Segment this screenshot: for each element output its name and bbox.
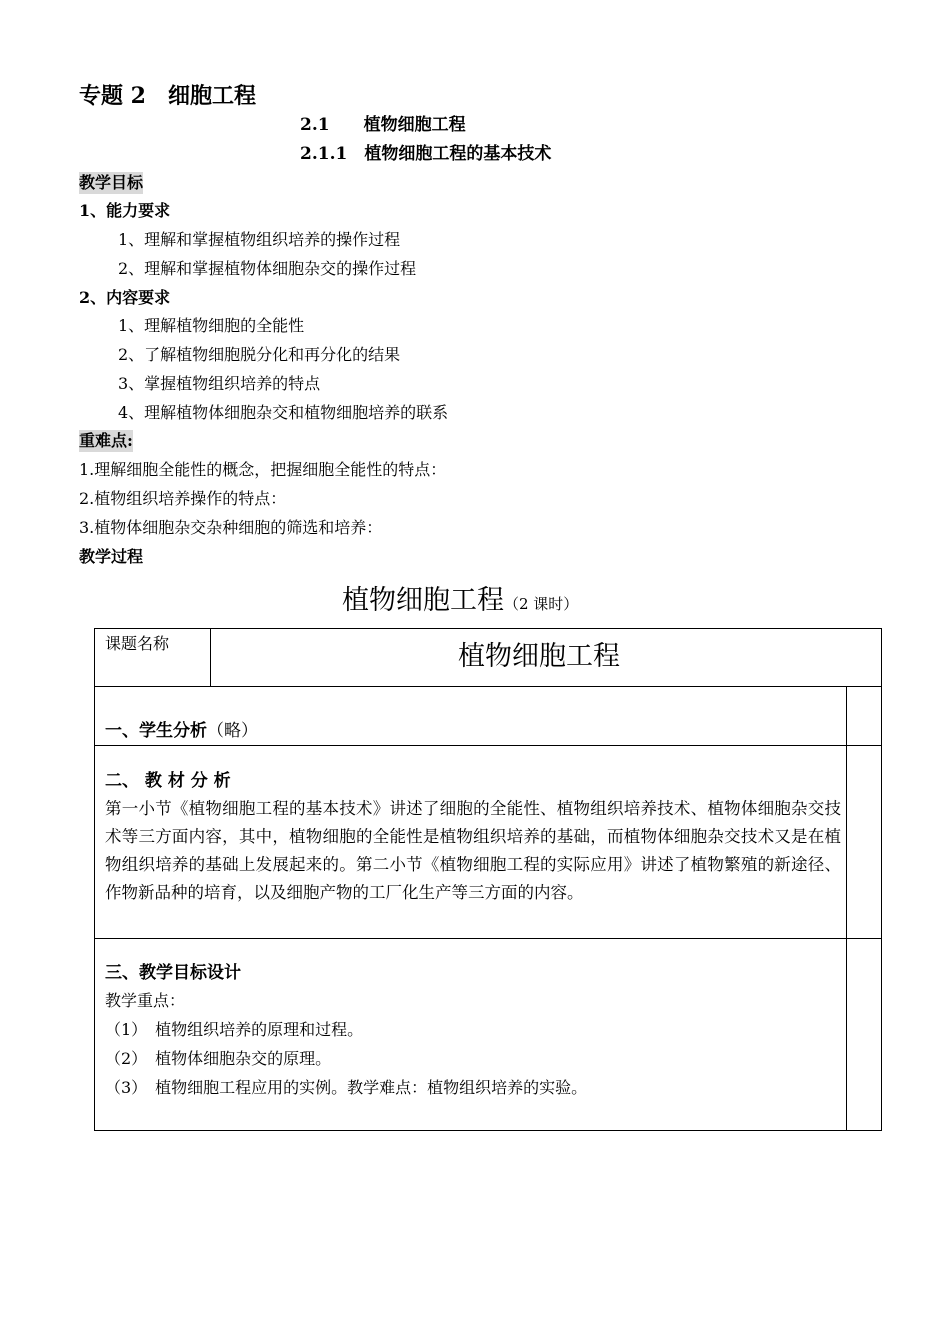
list-item: （1） 植物组织培养的原理和过程。 [105, 1020, 364, 1039]
list-item: 1、理解和掌握植物组织培养的操作过程 [118, 230, 401, 249]
goals-heading: 教学目标 [79, 173, 144, 192]
process-heading: 教学过程 [79, 547, 144, 566]
list-item: 2.植物组织培养操作的特点： [79, 489, 287, 508]
goal-design-heading: 三、教学目标设计 [105, 963, 241, 983]
list-item: 1、理解植物细胞的全能性 [118, 316, 305, 335]
lesson-title [342, 584, 578, 621]
table-divider [94, 686, 882, 687]
list-item: 2、理解和掌握植物体细胞杂交的操作过程 [118, 259, 417, 278]
lesson-title-text: 植物细胞工程 [342, 585, 504, 616]
material-analysis-heading: 二、 教 材 分 析 [105, 771, 231, 791]
topic-title: 专题 2 细胞工程 [79, 83, 256, 109]
ability-heading: 1、能力要求 [79, 201, 171, 220]
content-heading: 2、内容要求 [79, 288, 171, 307]
table-divider [94, 745, 882, 746]
student-analysis-note: （略） [207, 721, 258, 741]
list-item: 4、理解植物体细胞杂交和植物细胞培养的联系 [118, 403, 449, 422]
course-name-value: 植物细胞工程 [458, 641, 620, 672]
list-item: （2） 植物体细胞杂交的原理。 [105, 1049, 332, 1068]
student-analysis [105, 720, 258, 742]
goal-design-sub: 教学重点： [105, 991, 186, 1010]
subsection-title: 2.1.1 植物细胞工程的基本技术 [300, 144, 552, 164]
table-divider [94, 938, 882, 939]
key-points-heading: 重难点: [79, 431, 133, 450]
course-name-label: 课题名称 [105, 634, 170, 653]
table-divider [846, 686, 847, 1131]
list-item: 3.植物体细胞杂交杂种细胞的筛选和培养： [79, 518, 383, 537]
list-item: 2、了解植物细胞脱分化和再分化的结果 [118, 345, 401, 364]
student-analysis-heading: 一、学生分析 [105, 721, 207, 741]
list-item: （3） 植物细胞工程应用的实例。教学难点：植物组织培养的实验。 [105, 1078, 588, 1097]
section-title: 2.1 植物细胞工程 [300, 115, 466, 135]
lesson-hours: （2 课时） [504, 595, 579, 613]
list-item: 1.理解细胞全能性的概念，把握细胞全能性的特点： [79, 460, 447, 479]
material-analysis-text: 第一小节《植物细胞工程的基本技术》讲述了细胞的全能性、植物组织培养技术、植物体细胞杂交技术等三方面内容，其中，植物细胞的全能性是植物组织培养的基础，而植物体细胞杂交技术又是在植物组织培养的基础上发展起来的。第二小节《植物细胞工程的实际应用》讲述了植物繁殖的新途径、作物新品种的培育，以及细胞产物的工厂化生产等三方面的内容。 [105, 799, 841, 902]
table-divider [210, 628, 211, 687]
list-item: 3、掌握植物组织培养的特点 [118, 374, 321, 393]
